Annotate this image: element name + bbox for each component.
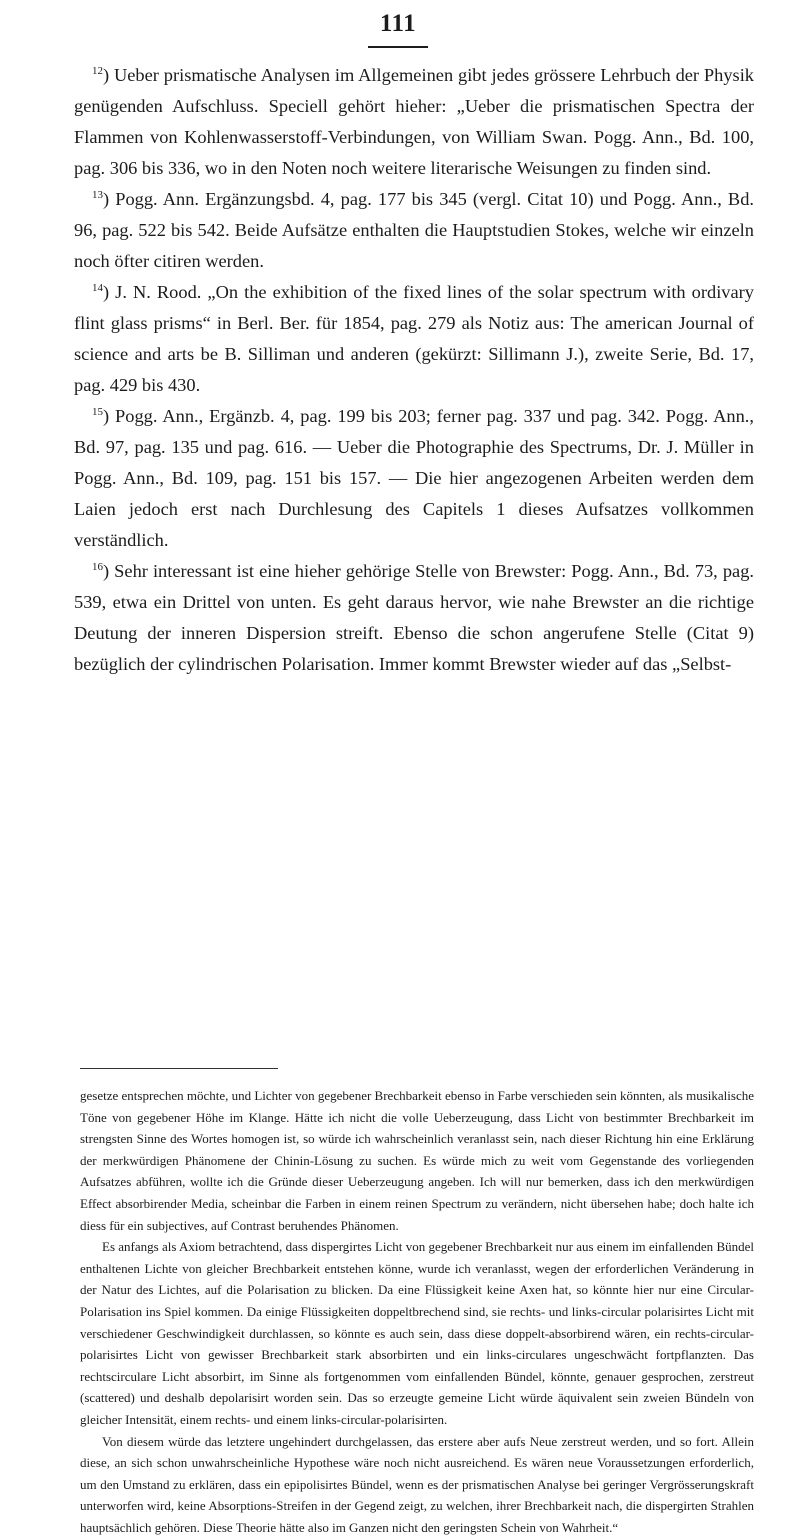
- note-paragraph-1: gesetze entsprechen möchte, und Lichter von gegebener Brechbarkeit ebenso in Farbe verschieden sein könnten, als musikalische Töne von gegebener Höhe im Klange. Hätte ich nicht die volle Ueberzeugung, dass Licht von bestimmter Brechbarkeit im strengsten Sinne des Wortes homogen ist, so würde ich wahrscheinlich veranlasst sein, nach dieser Richtung hin eine Erklärung der merkwürdigen Phänomene der Chinin-Lösung zu suchen. Es würde mich zu weit vom Gegenstande des vorliegenden Aufsatzes abführen, wollte ich die Gründe dieser Ueberzeugung angeben. Ich will nur bemerken, dass ich den merkwürdigen Effect absorbirender Media, scheinbar die Farben in einem reinen Spectrum zu verändern, nicht übersehen habe; doch halte ich diess für ein subjectives, auf Contrast beruhendes Phänomen.: [80, 1085, 754, 1236]
- footnote-text: ) Pogg. Ann., Ergänzb. 4, pag. 199 bis 203; ferner pag. 337 und pag. 342. Pogg. Ann., Bd. 97, pag. 135 und pag. 616. — Ueber die Photographie des Spectrums, Dr. J. Müller in Pogg. Ann., Bd. 109, pag. 151 bis 157. — Die hier angezogenen Arbeiten werden dem Laien jedoch erst nach Durchlesung des Capitels 1 dieses Aufsatzes vollkommen verständlich.: [74, 406, 754, 550]
- footnote-16: [74, 556, 754, 680]
- footnote-number: 16: [92, 561, 103, 573]
- footnote-separator: [80, 1068, 278, 1069]
- footnote-15: [74, 401, 754, 556]
- continued-note-block: [80, 1085, 754, 1538]
- footnote-number: 12: [92, 65, 103, 77]
- footnote-text: ) Sehr interessant ist eine hieher gehörige Stelle von Brewster: Pogg. Ann., Bd. 73, pag. 539, etwa ein Drittel von unten. Es geht daraus hervor, wie nahe Brewster an die richtige Deutung der inneren Dispersion streift. Ebenso die schon angerufene Stelle (Citat 9) bezüglich der cylindrischen Polarisation. Immer kommt Brewster wieder auf das „Selbst-: [74, 561, 754, 674]
- footnotes-block: [74, 60, 754, 680]
- footnote-13: [74, 184, 754, 277]
- footnote-text: ) Pogg. Ann. Ergänzungsbd. 4, pag. 177 bis 345 (vergl. Citat 10) und Pogg. Ann., Bd. 96, pag. 522 bis 542. Beide Aufsätze enthalten die Hauptstudien Stokes, welche wir einzeln noch öfter citiren werden.: [74, 189, 754, 271]
- footnote-text: ) Ueber prismatische Analysen im Allgemeinen gibt jedes grössere Lehrbuch der Physik genügenden Aufschluss. Speciell gehört hieher: „Ueber die prismatischen Spectra der Flammen von Kohlenwasserstoff-Verbindungen, von William Swan. Pogg. Ann., Bd. 100, pag. 306 bis 336, wo in den Noten noch weitere literarische Weisungen zu finden sind.: [74, 65, 754, 178]
- footnote-number: 13: [92, 189, 103, 201]
- note-paragraph-2: Es anfangs als Axiom betrachtend, dass dispergirtes Licht von gegebener Brechbarkeit nur aus einem im einfallenden Bündel enthaltenen Lichte von gleicher Brechbarkeit entstehen könne, wurde ich veranlasst, wegen der erforderlichen Veränderung in der Natur des Lichtes, auf die Polarisation zu blicken. Da eine Flüssigkeit keine Axen hat, so könnte hier nur eine Circular-Polarisation ins Spiel kommen. Da einige Flüssigkeiten doppeltbrechend sind, sie rechts- und links-circular polarisirtes Licht mit verschiedener Geschwindigkeit durchlassen, so könnte es auch sein, dass diese doppelt-absorbirend wären, ein rechts-circular-polarisirtes Licht von gewisser Brechbarkeit stark absorbirten und ein links-circulares ungeschwächt fortpflanzten. Das rechtscirculare Licht absorbirt, im Sinne als fortgenommen vom einfallenden Bündel, könnte, genauer gesprochen, zerstreut (scattered) und deshalb depolarisirt worden sein. Das so erzeugte gemeine Licht würde äquivalent sein zweien Bündeln von gleicher Intensität, einem rechts- und einem links-circular-polarisirten.: [80, 1236, 754, 1430]
- footnote-12: [74, 60, 754, 184]
- footnote-number: 14: [92, 282, 103, 294]
- note-paragraph-3: Von diesem würde das letztere ungehindert durchgelassen, das erstere aber aufs Neue zerstreut werden, und so fort. Allein diese, an sich schon unwahrscheinliche Hypothese wäre noch nicht ausreichend. Es wären neue Voraussetzungen erforderlich, um den Umstand zu erklären, dass ein epipolisirtes Bündel, wenn es der prismatischen Analyse bei geringer Vergrösserungskraft unterworfen wird, keine Absorptions-Streifen in der Gegend zeigt, zu welchen, ihrer Brechbarkeit nach, die dispergirten Strahlen hauptsächlich gehören. Diese Theorie hätte also im Ganzen nicht den geringsten Schein von Wahrheit.“: [80, 1431, 754, 1538]
- page-number-underline: [368, 46, 428, 48]
- footnote-14: [74, 277, 754, 401]
- footnote-text: ) J. N. Rood. „On the exhibition of the fixed lines of the solar spectrum with ordivary flint glass prisms“ in Berl. Ber. für 1854, pag. 279 als Notiz aus: The american Journal of science and arts be B. Silliman und anderen (gekürzt: Sillimann J.), zweite Serie, Bd. 17, pag. 429 bis 430.: [74, 282, 754, 395]
- footnote-number: 15: [92, 406, 103, 418]
- page-number: 111: [368, 10, 428, 38]
